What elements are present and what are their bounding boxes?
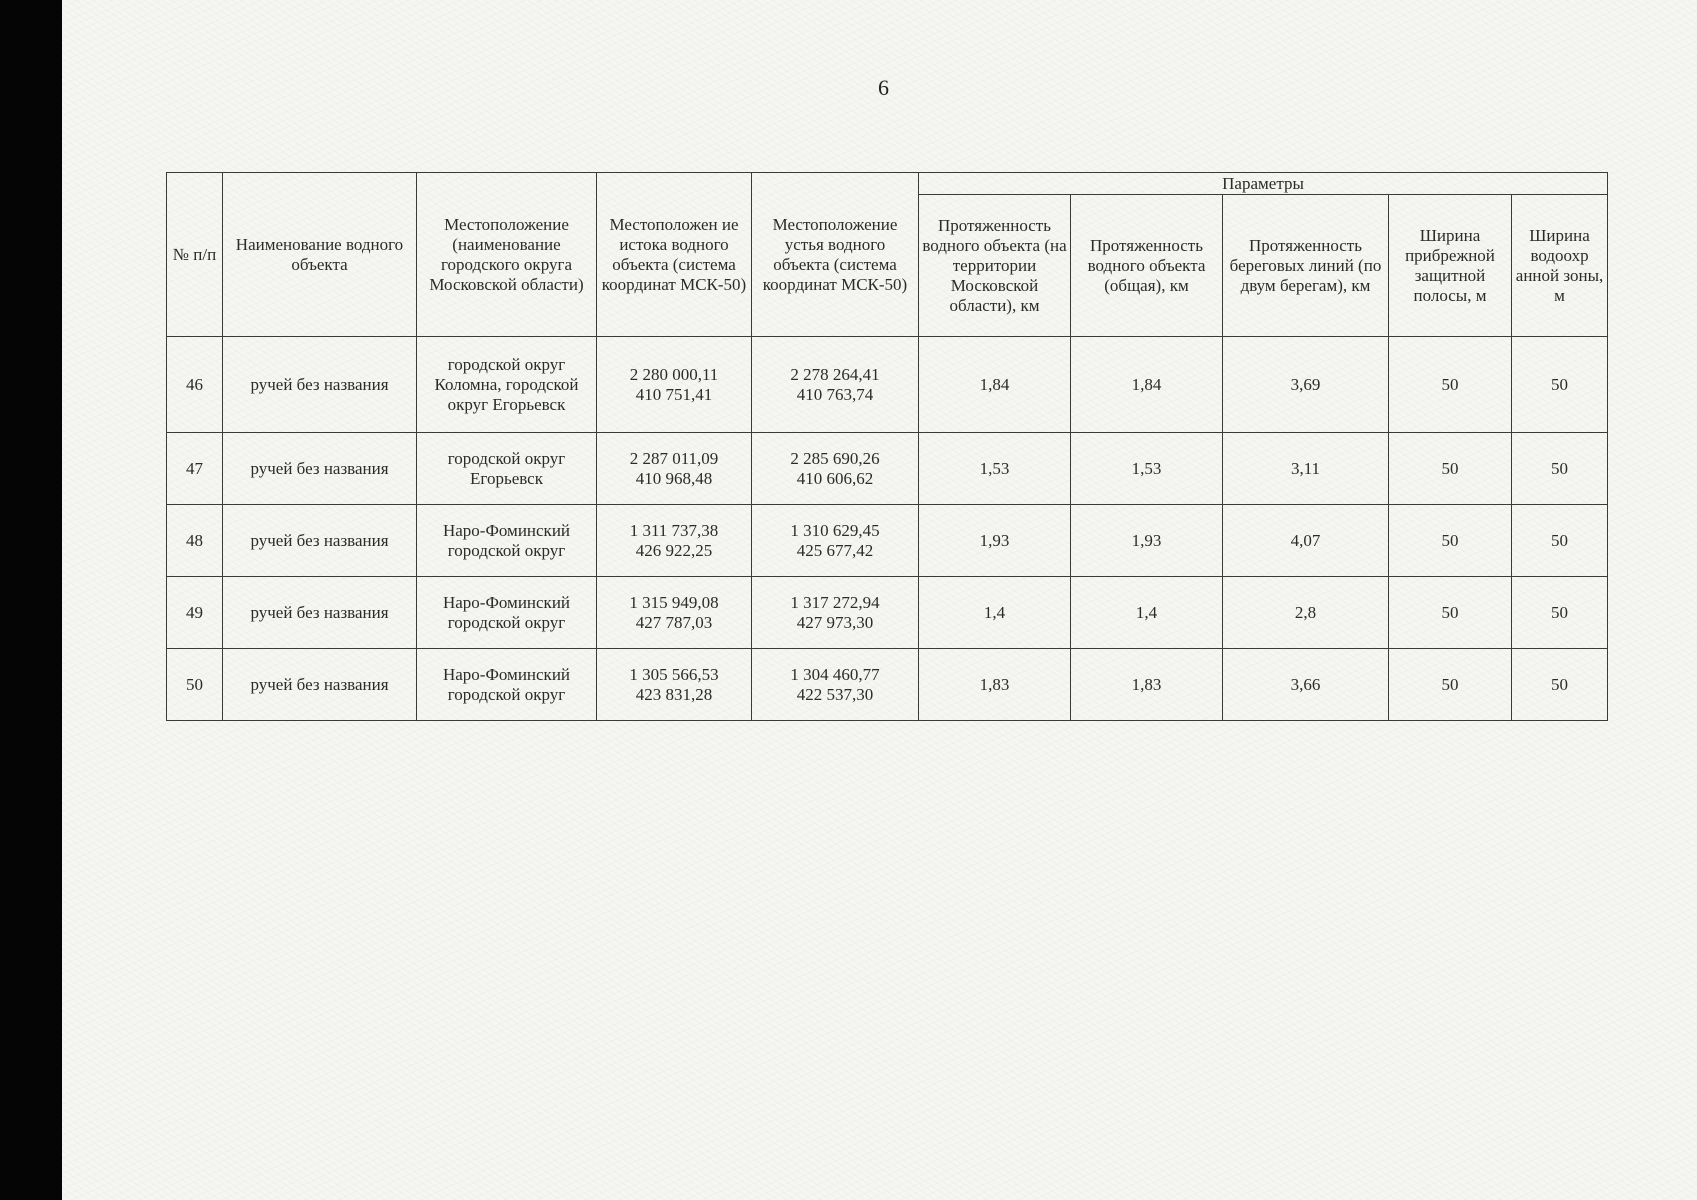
cell-coastal: 50 — [1389, 337, 1512, 433]
cell-protect: 50 — [1512, 433, 1608, 505]
header-protect-width: Ширина водоохр анной зоны, м — [1512, 195, 1608, 337]
table-row — [167, 433, 1608, 505]
source-y: 426 922,25 — [635, 540, 713, 560]
mouth-y: 427 973,30 — [796, 612, 874, 632]
water-objects-table — [166, 172, 1608, 721]
cell-num: 46 — [167, 337, 223, 433]
source-y: 427 787,03 — [635, 612, 713, 632]
cell-protect: 50 — [1512, 577, 1608, 649]
mouth-x: 1 317 272,94 — [790, 592, 880, 612]
cell-length-total: 1,83 — [1071, 649, 1223, 721]
source-x: 2 287 011,09 — [629, 448, 719, 468]
cell-length-mo: 1,83 — [919, 649, 1071, 721]
header-length-total: Протяженность водного объекта (общая), км — [1071, 195, 1223, 337]
cell-num: 50 — [167, 649, 223, 721]
cell-name: ручей без названия — [223, 433, 417, 505]
cell-mouth — [752, 505, 919, 577]
cell-mouth — [752, 433, 919, 505]
mouth-x: 2 278 264,41 — [790, 364, 880, 384]
cell-location: Наро-Фоминский городской округ — [417, 505, 597, 577]
cell-source — [597, 505, 752, 577]
cell-num: 49 — [167, 577, 223, 649]
cell-shoreline: 3,11 — [1223, 433, 1389, 505]
header-mouth: Местоположение устья водного объекта (система координат МСК-50) — [752, 173, 919, 337]
cell-length-total: 1,53 — [1071, 433, 1223, 505]
cell-coastal: 50 — [1389, 505, 1512, 577]
cell-source — [597, 433, 752, 505]
cell-protect: 50 — [1512, 505, 1608, 577]
mouth-y: 410 606,62 — [796, 468, 874, 488]
cell-coastal: 50 — [1389, 577, 1512, 649]
cell-length-mo: 1,93 — [919, 505, 1071, 577]
cell-shoreline: 4,07 — [1223, 505, 1389, 577]
table-row — [167, 649, 1608, 721]
cell-length-total: 1,93 — [1071, 505, 1223, 577]
table-row — [167, 505, 1608, 577]
header-location: Местоположение (наименование городского округа Московской области) — [417, 173, 597, 337]
mouth-y: 410 763,74 — [796, 384, 874, 404]
cell-protect: 50 — [1512, 337, 1608, 433]
cell-name: ручей без названия — [223, 649, 417, 721]
cell-length-total: 1,84 — [1071, 337, 1223, 433]
cell-source — [597, 337, 752, 433]
cell-name: ручей без названия — [223, 505, 417, 577]
mouth-x: 1 304 460,77 — [790, 664, 880, 684]
mouth-x: 1 310 629,45 — [790, 520, 880, 540]
cell-location: Наро-Фоминский городской округ — [417, 649, 597, 721]
mouth-x: 2 285 690,26 — [790, 448, 880, 468]
header-params: Параметры — [919, 173, 1608, 195]
header-source: Местоположен ие истока водного объекта (система координат МСК-50) — [597, 173, 752, 337]
header-coastal-width: Ширина прибрежной защитной полосы, м — [1389, 195, 1512, 337]
header-shoreline: Протяженность береговых линий (по двум берегам), км — [1223, 195, 1389, 337]
cell-length-mo: 1,4 — [919, 577, 1071, 649]
cell-num: 47 — [167, 433, 223, 505]
source-y: 410 751,41 — [635, 384, 713, 404]
cell-shoreline: 3,69 — [1223, 337, 1389, 433]
source-x: 1 315 949,08 — [629, 592, 719, 612]
cell-source — [597, 577, 752, 649]
mouth-y: 422 537,30 — [796, 684, 874, 704]
table-row — [167, 337, 1608, 433]
cell-mouth — [752, 577, 919, 649]
table-row — [167, 577, 1608, 649]
cell-length-mo: 1,53 — [919, 433, 1071, 505]
cell-shoreline: 3,66 — [1223, 649, 1389, 721]
cell-location: Наро-Фоминский городской округ — [417, 577, 597, 649]
header-num: № п/п — [167, 173, 223, 337]
source-x: 2 280 000,11 — [629, 364, 719, 384]
cell-location: городской округ Егорьевск — [417, 433, 597, 505]
cell-length-total: 1,4 — [1071, 577, 1223, 649]
source-x: 1 311 737,38 — [629, 520, 719, 540]
source-y: 410 968,48 — [635, 468, 713, 488]
cell-length-mo: 1,84 — [919, 337, 1071, 433]
cell-coastal: 50 — [1389, 433, 1512, 505]
page-number: 6 — [878, 75, 889, 100]
cell-source — [597, 649, 752, 721]
cell-num: 48 — [167, 505, 223, 577]
source-x: 1 305 566,53 — [629, 664, 719, 684]
source-y: 423 831,28 — [635, 684, 713, 704]
header-name: Наименование водного объекта — [223, 173, 417, 337]
cell-name: ручей без названия — [223, 337, 417, 433]
cell-coastal: 50 — [1389, 649, 1512, 721]
header-length-mo: Протяженность водного объекта (на территории Московской области), км — [919, 195, 1071, 337]
scan-left-border — [0, 0, 62, 1200]
cell-name: ручей без названия — [223, 577, 417, 649]
mouth-y: 425 677,42 — [796, 540, 874, 560]
cell-mouth — [752, 337, 919, 433]
cell-protect: 50 — [1512, 649, 1608, 721]
cell-mouth — [752, 649, 919, 721]
cell-shoreline: 2,8 — [1223, 577, 1389, 649]
cell-location: городской округ Коломна, городской округ Егорьевск — [417, 337, 597, 433]
